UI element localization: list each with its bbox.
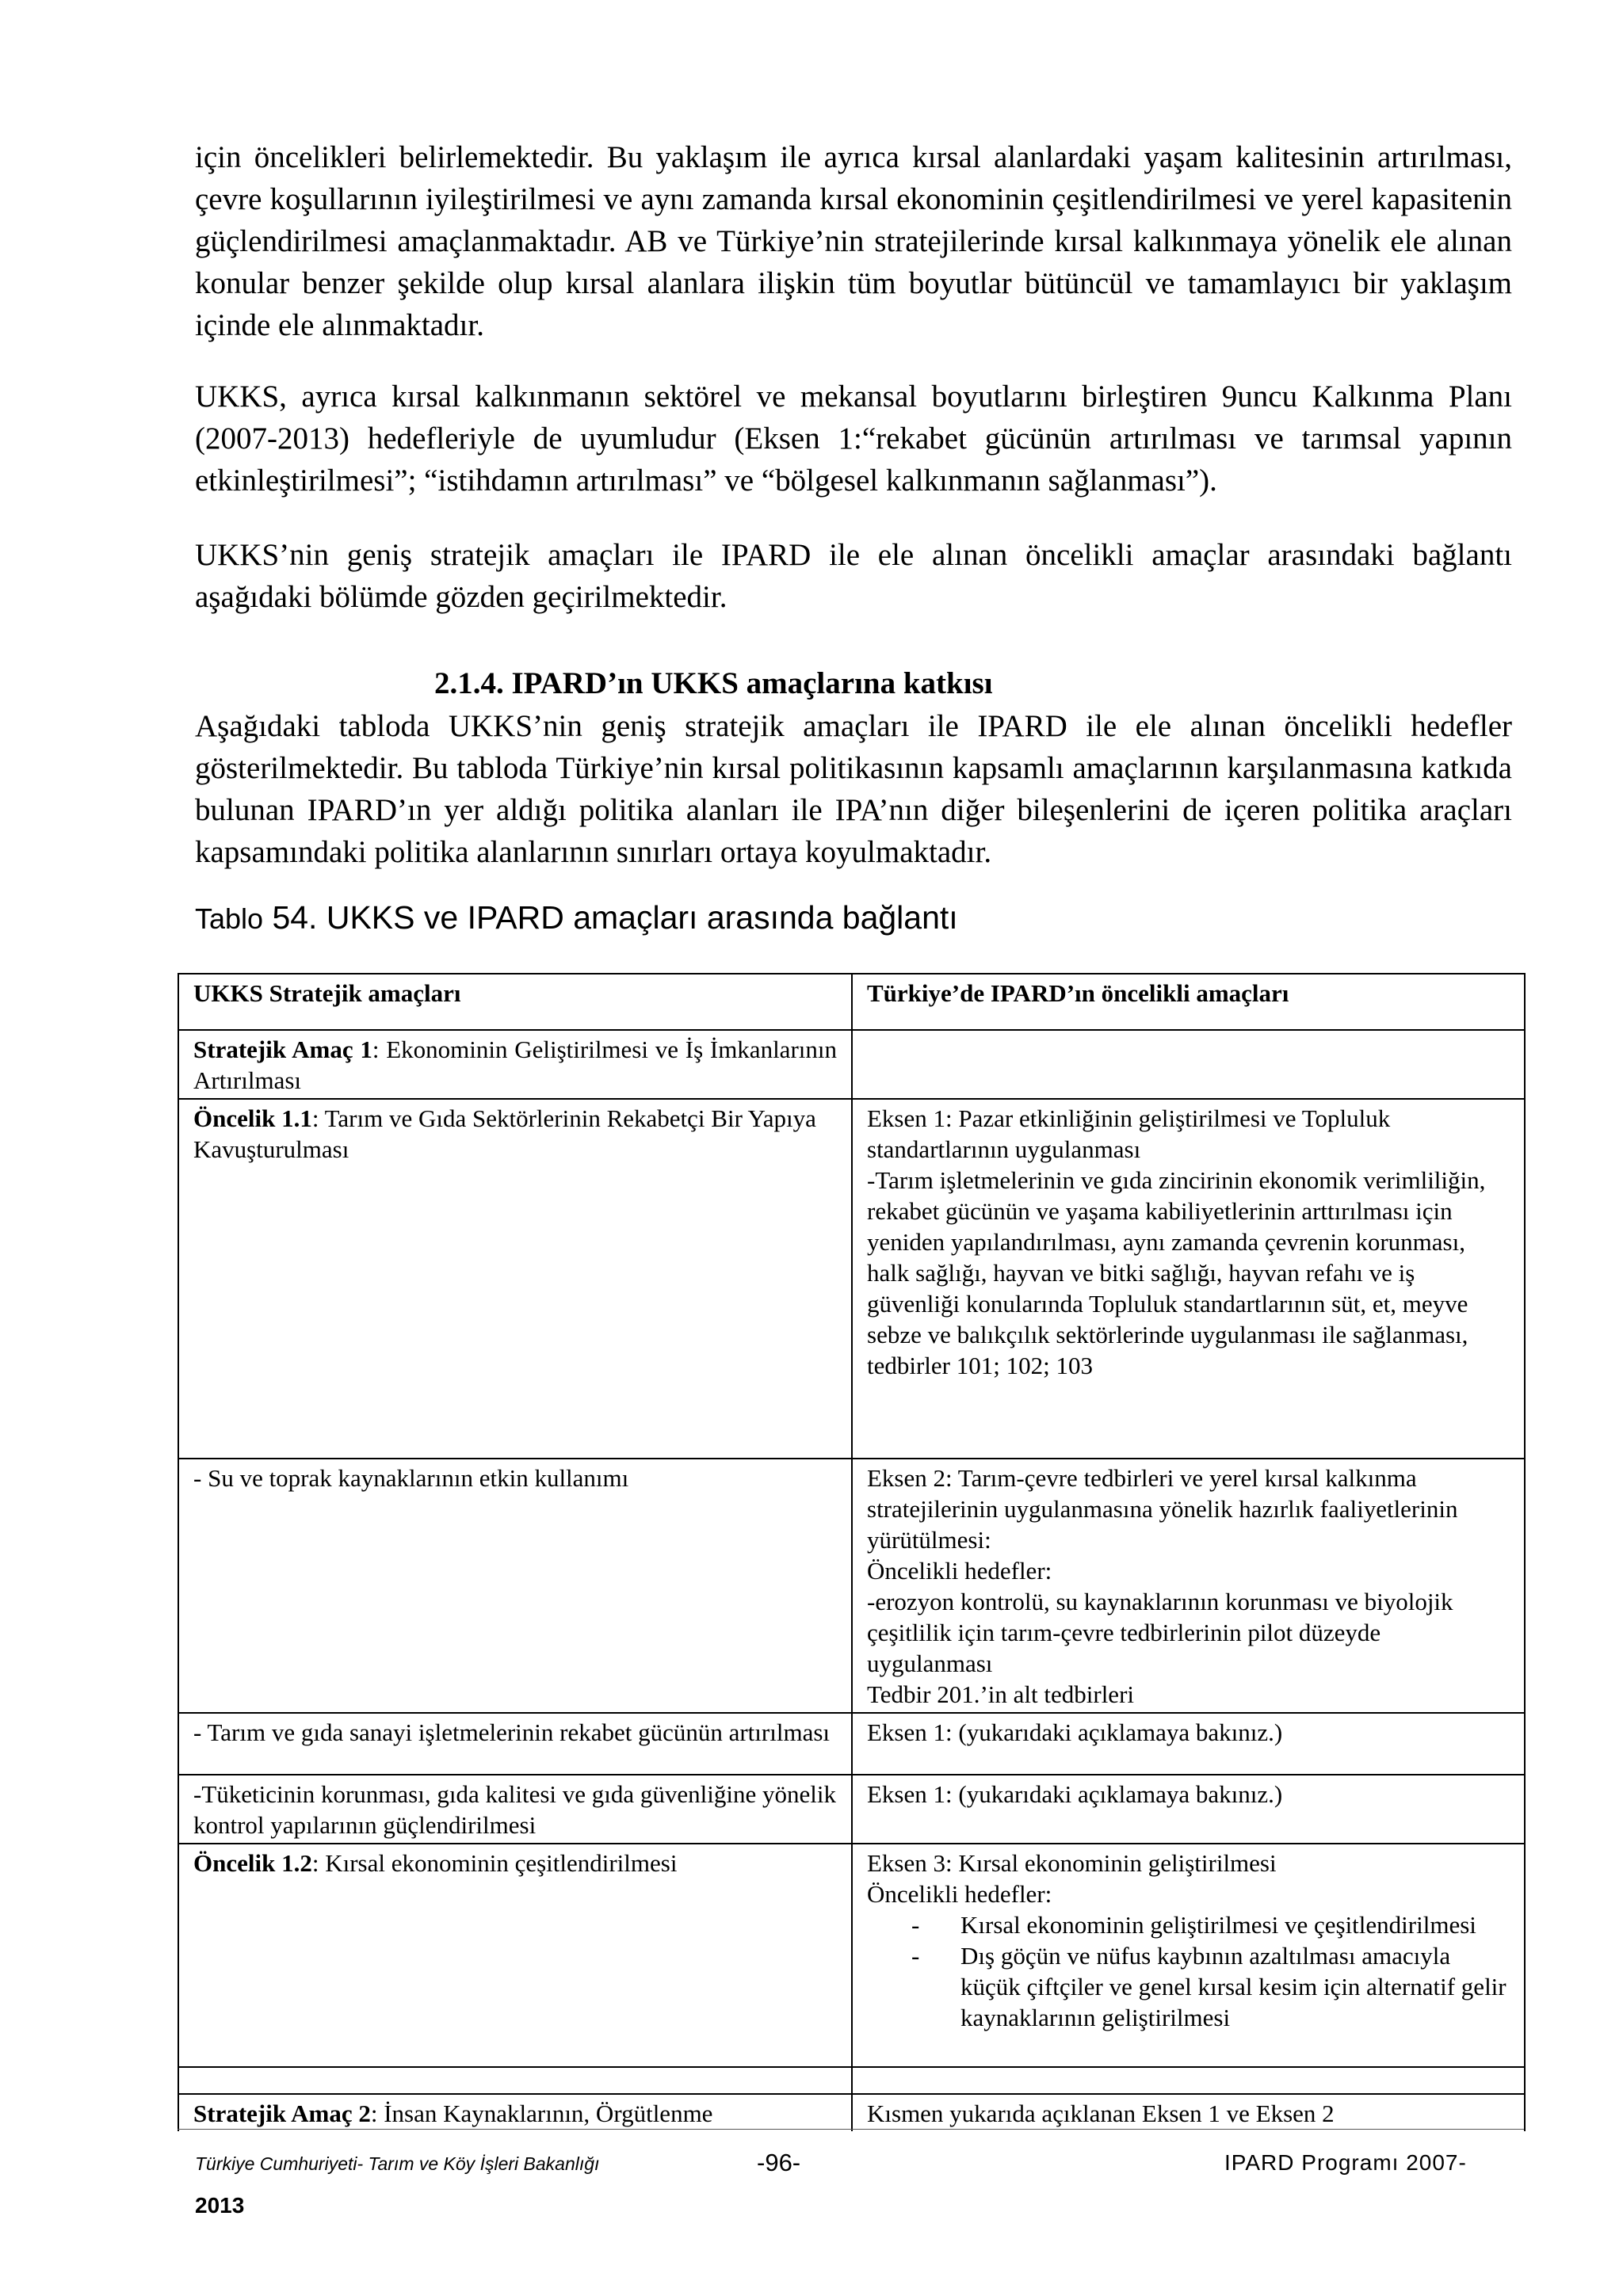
cell-label: Öncelik 1.1 (193, 1104, 312, 1132)
table-row (178, 1030, 1525, 1099)
page-number: -96- (757, 2149, 801, 2176)
cell-line: -Tarım işletmelerinin ve gıda zincirinin ekonomik verimliliğin, rekabet gücünün ve yaşama kabiliyetlerinin arttırılması için yeniden yapılandırılması, aynı zamanda çevrenin korunması, halk sağlığı, hayvan ve bitki sağlığı, hayvan refahı ve iş güvenliği konularında Topluluk standartlarının süt, et, meyve sebze ve balıkçılık sektörlerinde uygulanması ile sağlanması, (867, 1166, 1486, 1348)
footer-ministry: Türkiye Cumhuriyeti- Tarım ve Köy İşleri Bakanlığı (195, 2153, 600, 2174)
table-row (178, 1713, 1525, 1775)
table-row (178, 2094, 1525, 2131)
footer-year: 2013 (195, 2193, 245, 2218)
footer-divider (178, 2129, 1524, 2130)
paragraph-text: UKKS, ayrıca kırsal kalkınmanın sektörel ve mekansal boyutlarını birleştiren 9uncu Kalkınma Planı (2007-2013) hedefleriyle de uyumludur (Eksen 1:“rekabet gücünün artırılması ve tarımsal yapının etkinleştirilmesi”; “istihdamın artırılması” ve “bölgesel kalkınmanın sağlanması”). (195, 379, 1512, 498)
table-cell: Eksen 1: (yukarıdaki açıklamaya bakınız.) (852, 1775, 1525, 1844)
table-cell (852, 1459, 1525, 1713)
table-cell-empty (852, 1030, 1525, 1099)
table-cell: - Su ve toprak kaynaklarının etkin kullanımı (178, 1459, 852, 1713)
cell-line: Eksen 3: Kırsal ekonominin geliştirilmesi (867, 1849, 1277, 1877)
bullet-marker: - (911, 1942, 920, 1970)
cell-text: : Ekonominin Geliştirilmesi ve İş İmkanlarının Artırılması (193, 1035, 837, 1094)
table-cell: Eksen 1: (yukarıdaki açıklamaya bakınız.) (852, 1713, 1525, 1775)
table-cell-empty (178, 2067, 852, 2094)
cell-line: Eksen 1: Pazar etkinliğinin geliştirilmesi ve Topluluk standartlarının uygulanması (867, 1104, 1391, 1163)
table-cell (178, 1099, 852, 1459)
table-header-row (178, 974, 1525, 1030)
cell-text: : Kırsal ekonominin çeşitlendirilmesi (311, 1849, 678, 1877)
table-row (178, 1775, 1525, 1844)
table-cell (178, 1030, 852, 1099)
table-cell-empty (852, 2067, 1525, 2094)
table-cell (178, 2094, 852, 2131)
table-row (178, 1459, 1525, 1713)
table-caption (195, 895, 958, 941)
paragraph-text: Aşağıdaki tabloda UKKS’nin geniş stratejik amaçları ile IPARD ile ele alınan öncelikli hedefler gösterilmektedir. Bu tabloda Türkiye’nin kırsal politikasının kapsamlı amaçlarının karşılanmasına katkıda bulunan IPARD’ın yer aldığı politika alanları ile IPA’nın diğer bileşenlerini de içeren politika araçları kapsamındaki politika alanlarının sınırları ortaya koyulmaktadır. (195, 709, 1512, 869)
body-paragraph (195, 136, 1512, 346)
table-cell: - Tarım ve gıda sanayi işletmelerinin rekabet gücünün artırılması (178, 1713, 852, 1775)
cell-text: : İnsan Kaynaklarının, Örgütlenme (370, 2100, 713, 2127)
bullet-item (867, 1909, 1510, 1940)
section-heading: 2.1.4. IPARD’ın UKKS amaçlarına katkısı (434, 666, 993, 700)
paragraph-text: için öncelikleri belirlemektedir. Bu yaklaşım ile ayrıca kırsal alanlardaki yaşam kalitesinin artırılması, çevre koşullarının iyileştirilmesi ve aynı zamanda kırsal ekonominin çeşitlendirilmesi ve yerel kapasitenin güçlendirilmesi amaçlanmaktadır. AB ve Türkiye’nin stratejilerinde kırsal kalkınmaya yönelik ele alınan konular benzer şekilde olup kırsal alanlara ilişkin tüm boyutlar bütüncül ve tamamlayıcı bir yaklaşım içinde ele alınmaktadır. (195, 140, 1512, 342)
body-paragraph (195, 534, 1512, 618)
cell-label: Stratejik Amaç 1 (193, 1035, 372, 1063)
table-row (178, 1099, 1525, 1459)
table-cell: -Tüketicinin korunması, gıda kalitesi ve gıda güvenliğine yönelik kontrol yapılarının güçlendirilmesi (178, 1775, 852, 1844)
table-cell (852, 1844, 1525, 2067)
body-paragraph (195, 705, 1512, 873)
bullet-text: Kırsal ekonominin geliştirilmesi ve çeşitlendirilmesi (960, 1911, 1476, 1939)
footer-program: IPARD Programı 2007- (1224, 2150, 1467, 2175)
table-cell (852, 1099, 1525, 1459)
caption-text: 54. UKKS ve IPARD amaçları arasında bağlantı (263, 899, 958, 936)
table-cell: Kısmen yukarıda açıklanan Eksen 1 ve Eksen 2 (852, 2094, 1525, 2131)
header-ipard: Türkiye’de IPARD’ın öncelikli amaçları (852, 974, 1525, 1030)
table-cell (178, 1844, 852, 2067)
header-ukks: UKKS Stratejik amaçları (178, 974, 852, 1030)
cell-line: Öncelikli hedefler: (867, 1880, 1052, 1908)
cell-line: -erozyon kontrolü, su kaynaklarının korunması ve biyolojik çeşitlilik için tarım-çevre tedbirlerinin pilot düzeyde uygulanması (867, 1588, 1453, 1677)
cell-line: Tedbir 201.’in alt tedbirleri (867, 1680, 1135, 1708)
cell-text: : Tarım ve Gıda Sektörlerinin Rekabetçi Bir Yapıya Kavuşturulması (193, 1104, 816, 1163)
cell-label: Stratejik Amaç 2 (193, 2100, 371, 2127)
table-row (178, 1844, 1525, 2067)
paragraph-text: UKKS’nin geniş stratejik amaçları ile IPARD ile ele alınan öncelikli amaçlar arasındaki bağlantı aşağıdaki bölümde gözden geçirilmektedir. (195, 538, 1512, 614)
table-row-empty (178, 2067, 1525, 2094)
cell-line: Eksen 2: Tarım-çevre tedbirleri ve yerel kırsal kalkınma stratejilerinin uygulanmasına yönelik hazırlık faaliyetlerinin yürütülmesi: (867, 1464, 1458, 1554)
bullet-text: Dış göçün ve nüfus kaybının azaltılması amacıyla küçük çiftçiler ve genel kırsal kesim için alternatif gelir kaynaklarının geliştirilmesi (960, 1942, 1507, 2031)
cell-label: Öncelik 1.2 (193, 1849, 312, 1877)
ukks-ipard-table (178, 973, 1526, 2131)
bullet-marker: - (911, 1911, 920, 1939)
body-paragraph (195, 376, 1512, 502)
caption-prefix: Tablo (195, 902, 264, 935)
bullet-item (867, 1940, 1510, 2033)
cell-line: Öncelikli hedefler: (867, 1557, 1052, 1585)
cell-line: tedbirler 101; 102; 103 (867, 1352, 1093, 1379)
